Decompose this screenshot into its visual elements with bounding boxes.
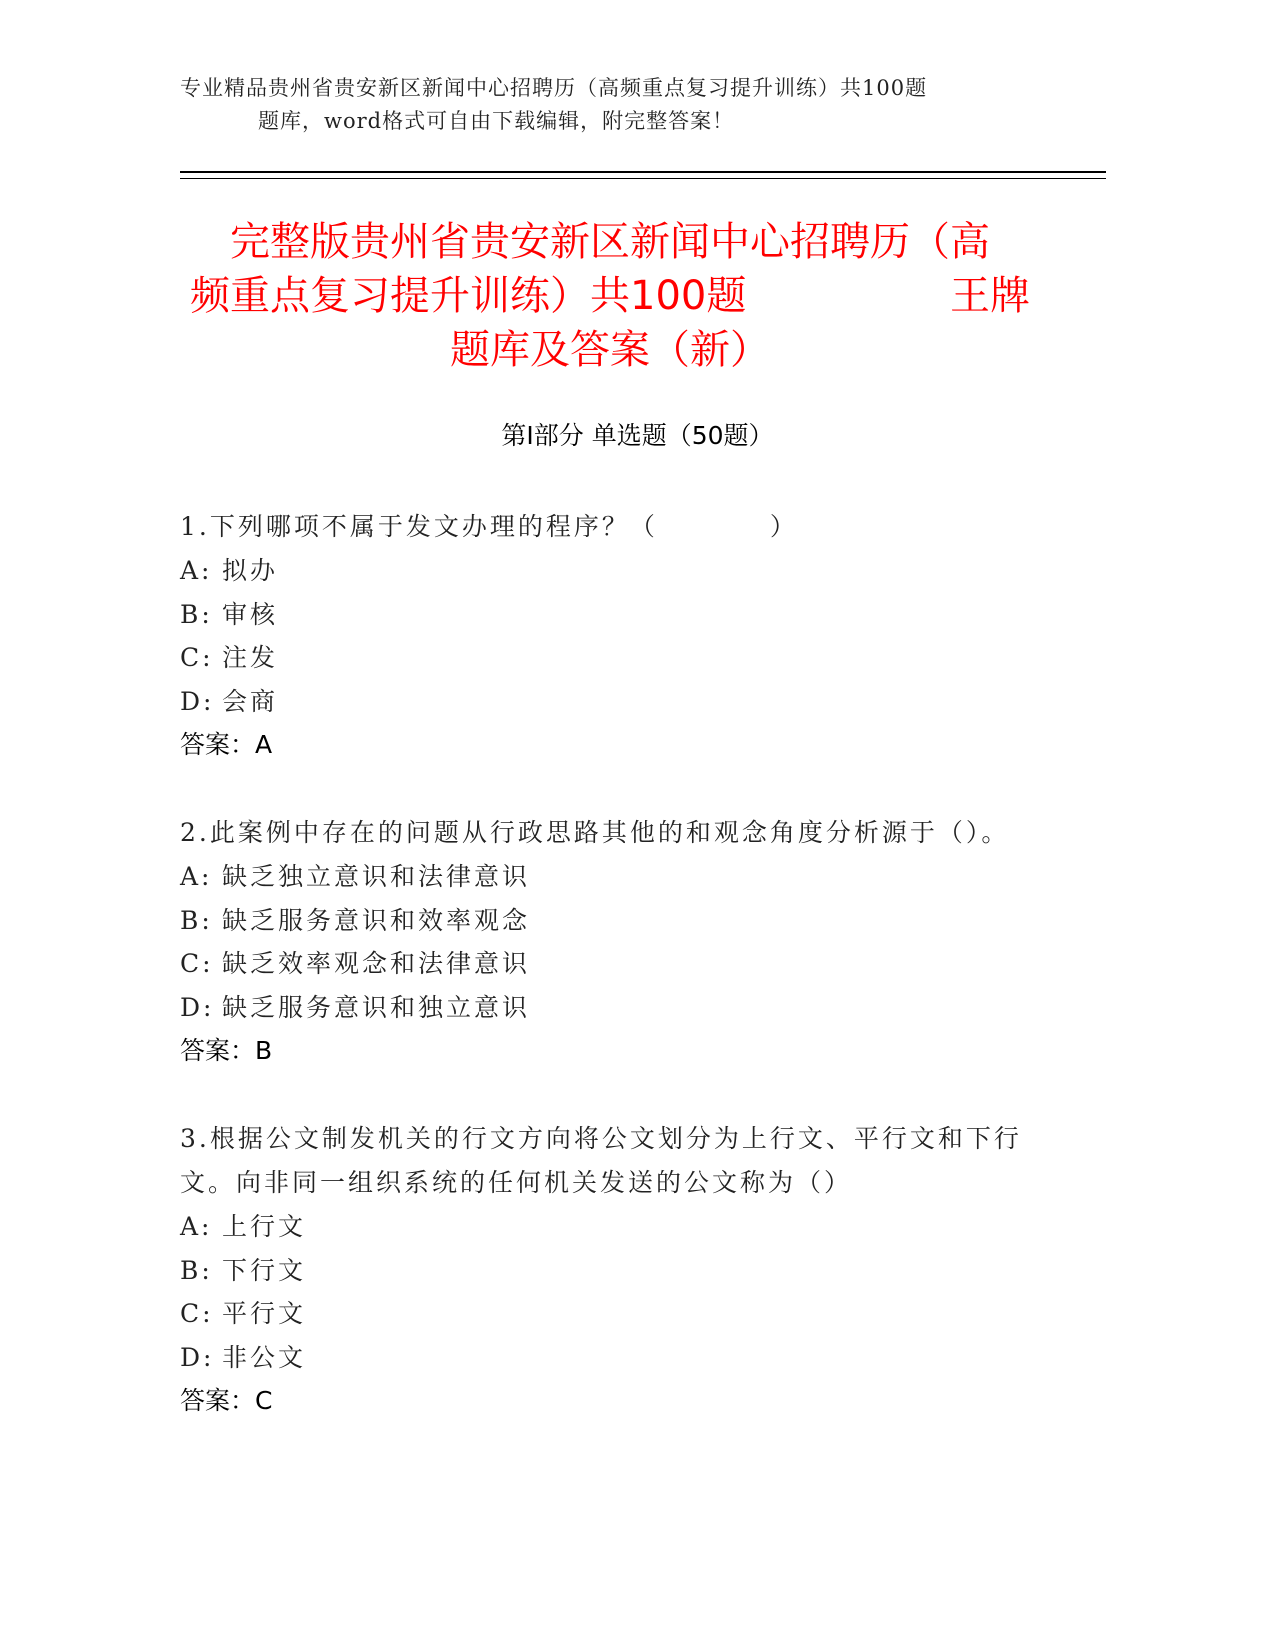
title-line-2-main: 频重点复习提升训练）共100题 <box>190 273 747 319</box>
option-text: 缺乏服务意识和效率观念 <box>222 905 531 935</box>
answer-line: 答案：B <box>180 1036 273 1065</box>
option-letter: A: <box>180 556 213 585</box>
question-3 <box>180 1117 1040 1423</box>
question-1 <box>180 505 1040 767</box>
option-letter: C: <box>180 1299 214 1328</box>
option-text: 拟办 <box>222 556 279 585</box>
question-stem: 2.此案例中存在的问题从行政思路其他的和观念角度分析源于（）。 <box>180 818 1010 847</box>
header-note-line-1: 专业精品贵州省贵安新区新闻中心招聘历（高频重点复习提升训练）共100题 <box>180 76 928 100</box>
option-text: 会商 <box>222 686 279 716</box>
option-text: 缺乏独立意识和法律意识 <box>222 862 531 891</box>
option-letter: B: <box>180 905 213 935</box>
header-note <box>180 72 1040 138</box>
option-b <box>180 593 1040 637</box>
option-letter: D: <box>180 686 215 716</box>
question-stem: 3.根据公文制发机关的行文方向将公文划分为上行文、平行文和下行文。向非同一组织系统的任何机关发送的公文称为（） <box>180 1124 1022 1197</box>
answer-line: 答案：A <box>180 730 273 759</box>
option-text: 非公文 <box>222 1342 307 1372</box>
option-text: 平行文 <box>222 1299 307 1328</box>
option-d <box>180 1336 1040 1380</box>
option-a <box>180 1205 1040 1249</box>
question-stem: 1.下列哪项不属于发文办理的程序？（ ） <box>180 512 798 541</box>
option-text: 下行文 <box>222 1255 307 1285</box>
option-c <box>180 1292 1040 1336</box>
option-a <box>180 549 1040 593</box>
option-a <box>180 855 1040 899</box>
option-text: 缺乏效率观念和法律意识 <box>222 949 531 978</box>
header-rule-thick <box>180 171 1106 173</box>
answer-line: 答案：C <box>180 1386 273 1415</box>
option-d <box>180 680 1040 724</box>
option-letter: A: <box>180 862 213 891</box>
option-letter: B: <box>180 1255 213 1285</box>
option-letter: A: <box>180 1212 213 1241</box>
header-note-line-2: 题库，word格式可自由下载编辑，附完整答案！ <box>258 109 735 133</box>
option-text: 上行文 <box>222 1212 307 1241</box>
title-line-1: 完整版贵州省贵安新区新闻中心招聘历（高 <box>230 219 990 265</box>
option-d <box>180 986 1040 1030</box>
option-letter: C: <box>180 949 214 978</box>
option-b <box>180 899 1040 943</box>
title-line-2-tail: 王牌 <box>950 273 1030 319</box>
option-c <box>180 942 1040 986</box>
option-letter: D: <box>180 1342 215 1372</box>
question-2 <box>180 811 1040 1073</box>
option-letter: D: <box>180 992 215 1022</box>
option-text: 缺乏服务意识和独立意识 <box>222 992 531 1022</box>
option-letter: C: <box>180 643 214 672</box>
option-text: 注发 <box>222 643 279 672</box>
option-c <box>180 636 1040 680</box>
option-text: 审核 <box>222 599 279 629</box>
section-title: 第I部分 单选题（50题） <box>501 421 774 450</box>
title-line-2 <box>190 269 1030 323</box>
title-line-3: 题库及答案（新） <box>450 327 770 373</box>
option-b <box>180 1249 1040 1293</box>
header-rule-thin <box>180 178 1106 179</box>
document-title <box>190 215 1030 377</box>
option-letter: B: <box>180 599 213 629</box>
question-list <box>180 505 1040 1467</box>
